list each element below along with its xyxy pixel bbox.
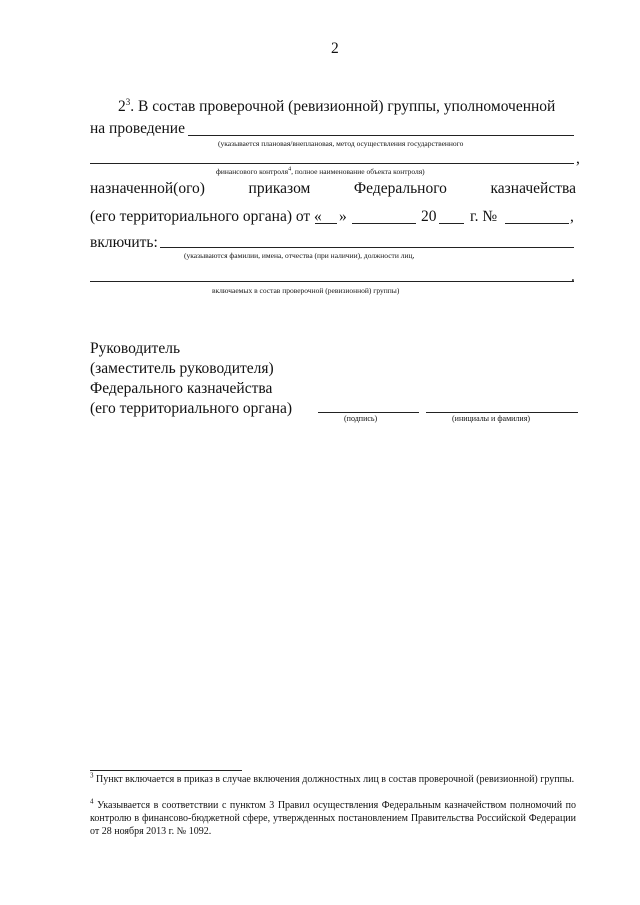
members-hint: (указываются фамилии, имена, отчества (при наличии), должности лиц, xyxy=(184,251,415,260)
members-field-line[interactable] xyxy=(160,247,574,248)
hint-text-a: финансового контроля xyxy=(216,167,289,176)
line4-comma: , xyxy=(570,208,574,225)
year-number-label: г. № xyxy=(470,208,498,225)
paragraph-line-1 xyxy=(118,98,555,116)
footnote-3 xyxy=(90,773,576,786)
signatory-line-2: (заместитель руководителя) xyxy=(90,360,274,377)
trailing-dot: . xyxy=(571,268,575,285)
word-federal: Федерального xyxy=(353,180,447,197)
order-number-field-line[interactable] xyxy=(505,223,569,224)
order-day-field-line[interactable] xyxy=(315,223,337,224)
territorial-organ-from: (его территориального органа) от « xyxy=(90,208,322,225)
trailing-comma: , xyxy=(576,150,580,167)
signatory-line-3: Федерального казначейства xyxy=(90,380,273,397)
control-object-field-line[interactable] xyxy=(90,163,574,164)
hint-text-b: , полное наименование объекта контроля) xyxy=(291,167,425,176)
signature-hint: (подпись) xyxy=(344,414,378,423)
control-type-field-line[interactable] xyxy=(188,135,574,136)
members-hint-2: включаемых в состав проверочной (ревизионной) группы) xyxy=(212,286,400,295)
quote-close: » xyxy=(339,208,347,225)
appointed-by-order-line xyxy=(90,180,576,198)
word-order: приказом xyxy=(248,180,311,197)
year-prefix: 20 xyxy=(421,208,437,225)
word-appointed: назначенной(ого) xyxy=(90,180,205,197)
footnote-ref-4: 4 xyxy=(288,166,292,173)
order-month-field-line[interactable] xyxy=(352,223,416,224)
footnote-4-mark: 4 xyxy=(90,797,94,806)
order-year-field-line[interactable] xyxy=(439,223,464,224)
footnote-4-text: Указывается в соответствии с пунктом 3 Правил осуществления Федеральным казначейством полномочий по контролю в финансово-бюджетной сфере, утвержденных постановлением Правительства Российской Федерации от 28 ноября 2013 г. № 1092. xyxy=(90,800,577,837)
on-conduct-label: на проведение xyxy=(90,120,185,137)
footnote-3-mark: 3 xyxy=(90,771,94,780)
footnote-separator xyxy=(90,770,242,771)
members-field-line-2[interactable] xyxy=(90,281,574,282)
control-type-hint: (указывается плановая/внеплановая, метод осуществления государственного xyxy=(218,139,464,148)
footnote-4 xyxy=(90,799,576,838)
page-number: 2 xyxy=(331,40,339,57)
include-label: включить: xyxy=(90,234,158,251)
signature-field-line[interactable] xyxy=(318,412,419,413)
paragraph-number: 2 xyxy=(118,98,126,115)
control-object-hint xyxy=(216,167,425,176)
signatory-line-1: Руководитель xyxy=(90,340,181,357)
name-hint: (инициалы и фамилия) xyxy=(452,414,531,423)
footnote-ref-3: 3 xyxy=(125,96,131,107)
word-treasury: казначейства xyxy=(490,180,576,197)
paragraph-text-1: . В состав проверочной (ревизионной) группы, уполномоченной xyxy=(130,98,556,115)
footnote-3-text: Пункт включается в приказ в случае включения должностных лиц в состав проверочной (ревизионной) группы. xyxy=(96,774,575,785)
name-field-line[interactable] xyxy=(426,412,578,413)
signatory-line-4: (его территориального органа) xyxy=(90,400,292,417)
